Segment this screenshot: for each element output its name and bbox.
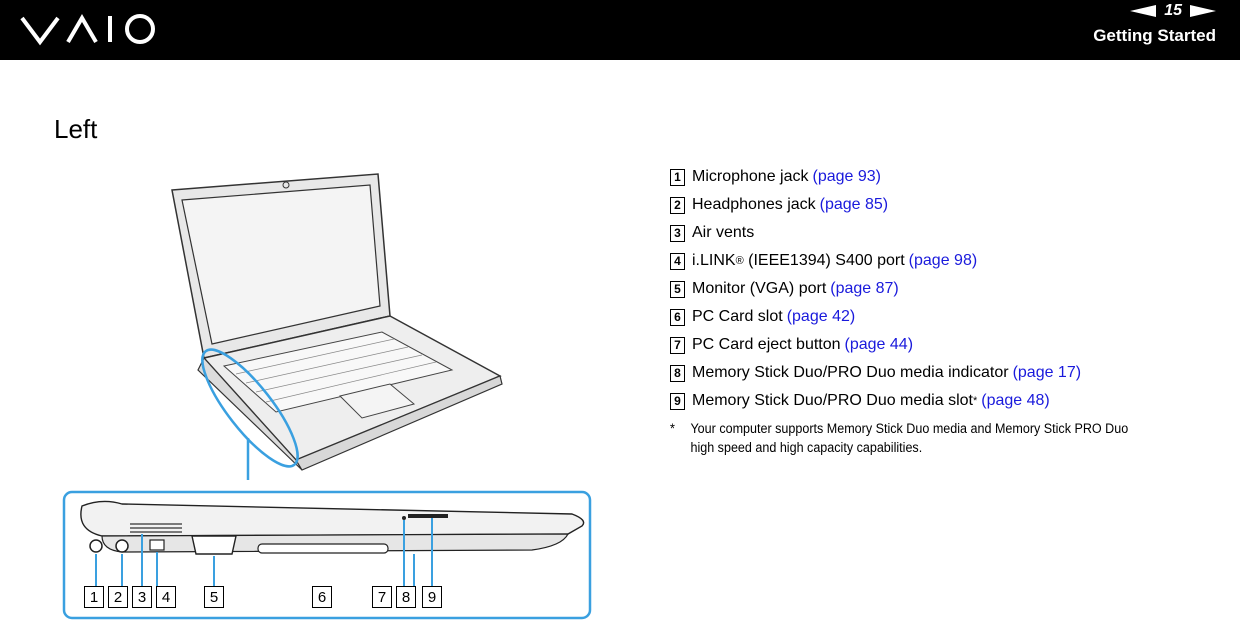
page-link[interactable]: (page 42) [786,308,856,325]
page-title: Left [54,114,98,144]
item-label: Monitor (VGA) port [692,280,827,297]
footnote-asterisk: * [670,421,675,436]
list-item [670,275,1210,303]
callout-6: 6 [312,586,332,608]
callout-1: 1 [84,586,104,608]
item-label-suffix: (IEEE1394) S400 port [743,252,905,269]
item-number: 2 [670,197,685,214]
callout-3: 3 [132,586,152,608]
header-bar [0,0,1240,60]
page-link[interactable]: (page 98) [908,252,978,269]
callout-7: 7 [372,586,392,608]
laptop-illustration [168,170,518,480]
callout-9: 9 [422,586,442,608]
list-item [670,303,1210,331]
page-link[interactable]: (page 48) [981,392,1050,409]
section-title: Getting Started [1093,26,1216,45]
footnote [670,419,1154,457]
list-item [670,331,1210,359]
callout-2: 2 [108,586,128,608]
callout-8: 8 [396,586,416,608]
page-link[interactable]: (page 44) [844,336,914,353]
item-label: Air vents [692,224,755,241]
item-number: 6 [670,309,685,326]
page-number: 15 [1164,2,1182,19]
vaio-logo [20,8,160,48]
item-number: 3 [670,225,685,242]
item-number: 8 [670,365,685,382]
list-item: 4 i.LINK ® (IEEE1394) S400 port (page 98) [670,247,1210,275]
list-item: 9 Memory Stick Duo/PRO Duo media slot * (page 48) [670,387,1210,415]
page-link[interactable]: (page 85) [819,196,889,213]
list-item [670,359,1210,387]
item-label: Memory Stick Duo/PRO Duo media indicator [692,364,1009,381]
item-number: 4 [670,253,685,270]
page-link[interactable]: (page 93) [812,168,881,185]
item-label: PC Card slot [692,308,783,325]
item-label: Headphones jack [692,196,816,213]
callout-4: 4 [156,586,176,608]
list-item [670,191,1210,219]
page-link[interactable]: (page 87) [830,280,899,297]
list-item [670,219,1210,247]
page-link[interactable]: (page 17) [1012,364,1082,381]
item-label: Microphone jack [692,168,809,185]
item-number: 1 [670,169,685,186]
item-label: i.LINK [692,252,736,269]
item-number: 7 [670,337,685,354]
item-label: Memory Stick Duo/PRO Duo media slot [692,392,973,409]
page-nav [1130,0,1216,22]
item-number: 9 [670,393,685,410]
next-page-arrow-icon[interactable] [1190,5,1216,17]
footnote-text: Your computer supports Memory Stick Duo media and Memory Stick PRO Duo high speed and high capacity capabilities. [690,421,1129,455]
prev-page-arrow-icon[interactable] [1130,5,1156,17]
port-list [670,163,1210,415]
item-label: PC Card eject button [692,336,841,353]
item-number: 5 [670,281,685,298]
list-item [670,163,1210,191]
callout-5: 5 [204,586,224,608]
